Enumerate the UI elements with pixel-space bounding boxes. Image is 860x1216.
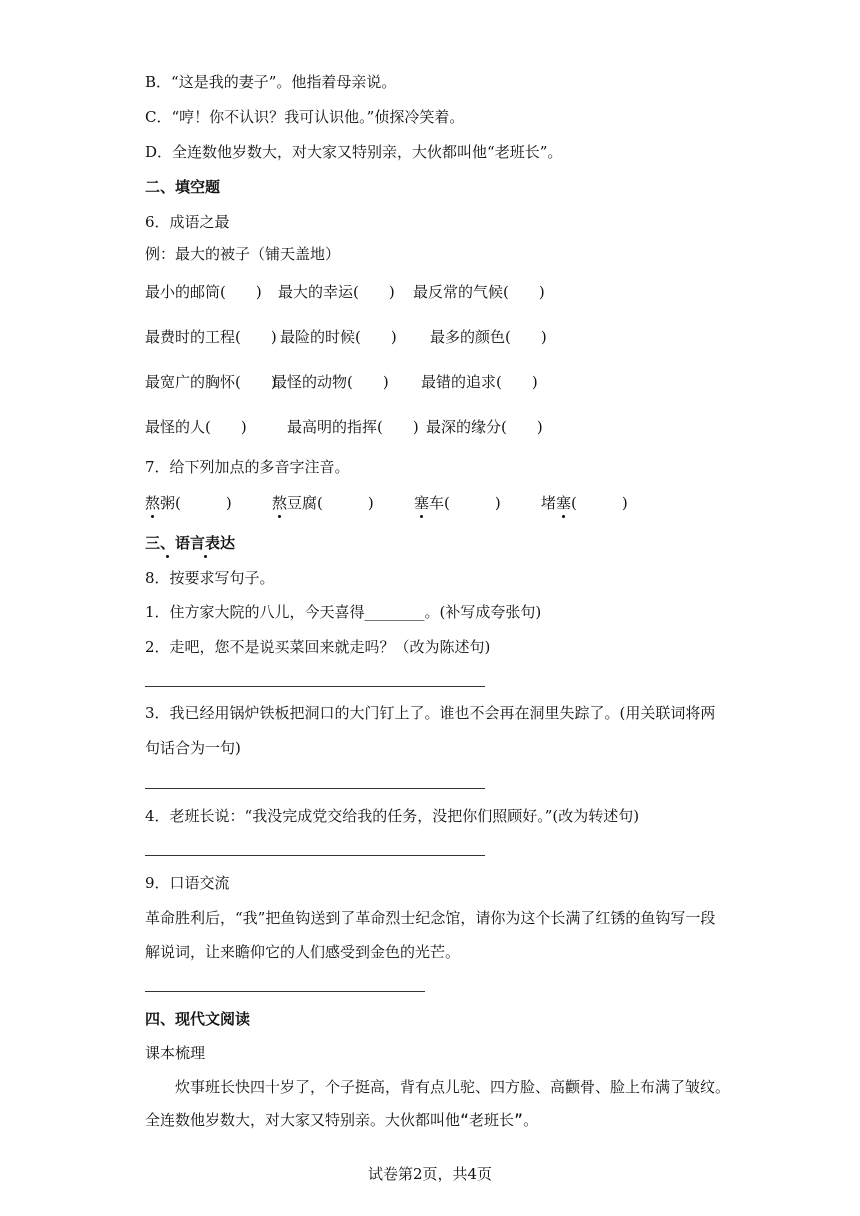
idiom-item: 最反常的气候( ) — [413, 283, 545, 301]
question-8-3-line2: 句话合为一句) — [145, 739, 241, 757]
idiom-item: 最小的邮筒( ) — [145, 283, 262, 301]
question-8-2: 2．走吧，您不是说买菜回来就走吗？（改为陈述句) — [145, 638, 491, 656]
section-3-sep: 、 — [160, 534, 176, 552]
idiom-item: 最费时的工程( ) — [145, 328, 277, 346]
section-2-heading: 二、填空题 — [145, 178, 221, 196]
pinyin-item — [541, 493, 628, 513]
question-6-example: 例：最大的被子（铺天盖地） — [145, 245, 341, 263]
question-8: 8．按要求写句子。 — [145, 569, 275, 587]
option-b: B．“这是我的妻子”。他指着母亲说。 — [145, 73, 397, 91]
section-4-heading: 四、现代文阅读 — [145, 1010, 251, 1028]
dotted-char: 熬 — [272, 494, 288, 512]
pinyin-rest: 豆腐( ) — [287, 494, 374, 512]
option-d: D．全连数他岁数大，对大家又特别亲，大伙都叫他“老班长”。 — [145, 143, 563, 161]
dotted-char: 熬 — [145, 494, 161, 512]
idiom-item: 最宽广的胸怀( ) — [145, 373, 277, 391]
idiom-item: 最多的颜色( ) — [430, 328, 547, 346]
pinyin-prefix: 堵 — [541, 494, 557, 512]
pinyin-item — [272, 493, 374, 513]
question-6: 6．成语之最 — [145, 213, 230, 231]
idiom-item: 最怪的人( ) — [145, 418, 247, 436]
option-c: C．“哼！你不认识？我可认识他。”侦探冷笑着。 — [145, 108, 465, 126]
answer-line[interactable] — [145, 855, 485, 856]
question-8-1: 1．住方家大院的八儿，今天喜得________。(补写成夸张句) — [145, 603, 542, 621]
pinyin-rest: 粥( ) — [160, 494, 232, 512]
page-footer: 试卷第2页，共4页 — [367, 1165, 493, 1183]
dotted-char: 塞 — [556, 494, 572, 512]
question-9-text-line1: 革命胜利后，“我”把鱼钩送到了革命烈士纪念馆，请你为这个长满了红锈的鱼钩写一段 — [145, 909, 716, 927]
idiom-item: 最深的缘分( ) — [426, 418, 543, 436]
pinyin-rest: ( ) — [571, 494, 628, 512]
dotted-char: 塞 — [414, 494, 430, 512]
pinyin-rest: 车( ) — [429, 494, 501, 512]
answer-line[interactable] — [145, 991, 425, 992]
answer-line[interactable] — [145, 788, 485, 789]
passage-line1: 炊事班长快四十岁了，个子挺高，背有点儿驼、四方脸、高颧骨、脸上布满了皱纹。 — [145, 1078, 731, 1096]
pinyin-item — [414, 493, 501, 513]
question-8-3-line1: 3．我已经用锅炉铁板把洞口的大门钉上了。谁也不会再在洞里失踪了。(用关联词将两 — [145, 704, 716, 722]
idiom-item: 最怪的动物( ) — [272, 373, 389, 391]
idiom-item: 最错的追求( ) — [421, 373, 538, 391]
textbook-review-label: 课本梳理 — [145, 1044, 206, 1062]
section-3-num: 三 — [145, 534, 161, 552]
question-8-4: 4．老班长说：“我没完成党交给我的任务，没把你们照顾好。”(改为转述句) — [145, 807, 640, 825]
passage-line2: 全连数他岁数大，对大家又特别亲。大伙都叫他“老班长”。 — [145, 1111, 539, 1129]
pinyin-item — [145, 493, 232, 513]
answer-line[interactable] — [145, 686, 485, 687]
question-7: 7．给下列加点的多音字注音。 — [145, 458, 350, 476]
question-9: 9．口语交流 — [145, 874, 230, 892]
question-9-text-line2: 解说词，让来瞻仰它的人们感受到金色的光芒。 — [145, 943, 461, 961]
idiom-item: 最大的幸运( ) — [278, 283, 395, 301]
section-3-heading — [145, 533, 235, 553]
idiom-item: 最险的时候( ) — [280, 328, 397, 346]
section-3-title: 语言表达 — [175, 534, 236, 552]
idiom-item: 最高明的指挥( ) — [287, 418, 419, 436]
